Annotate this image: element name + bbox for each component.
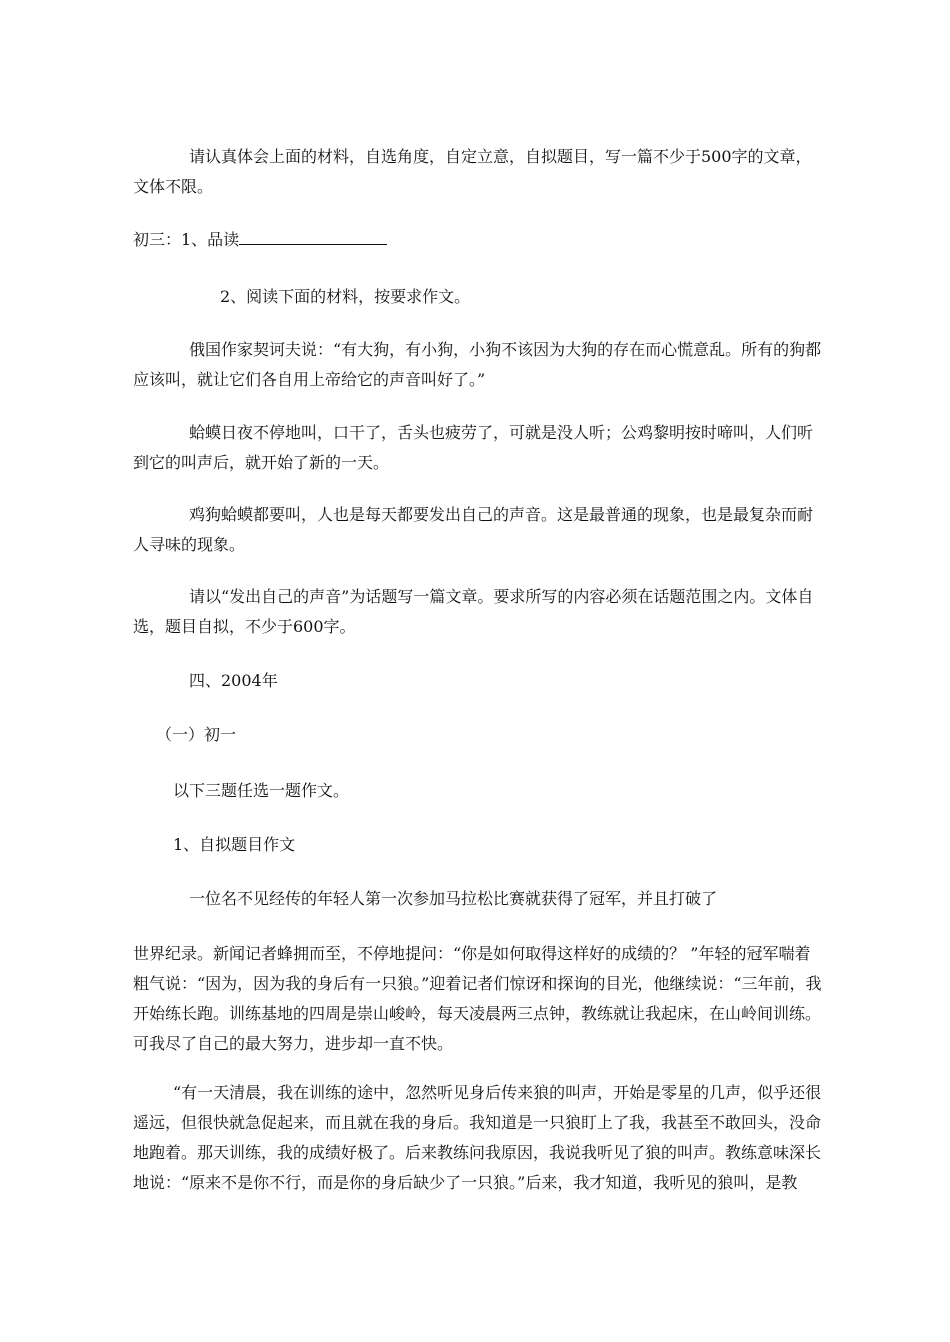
paragraph-marathon-interview: 世界纪录。新闻记者蜂拥而至，不停地提问：“你是如何取得这样好的成绩的？ ”年轻的冠军喘着粗气说：“因为，因为我的身后有一只狼。”迎着记者们惊讶和探询的目光，他继续说：“三年前，我开始练长跑。训练基地的四周是崇山峻岭，每天凌晨两三点钟，教练就让我起床，在山岭间训练。可我尽了自己的最大努力，进步却一直不快。 — [133, 944, 822, 1053]
paragraph-toad-rooster: 蛤蟆日夜不停地叫，口干了，舌头也疲劳了，可就是没人听；公鸡黎明按时啼叫，人们听到它的叫声后，就开始了新的一天。 — [133, 423, 814, 472]
paragraph-topic-requirement: 请以“发出自己的声音”为话题写一篇文章。要求所写的内容必须在话题范围之内。文体自选，题目自拟，不少于600字。 — [133, 587, 814, 636]
paragraph-grade-three-heading — [133, 225, 825, 255]
grade-three-prefix: 初三：1、品读 — [133, 230, 240, 249]
item-self-titled-essay: 1、自拟题目作文 — [173, 835, 296, 854]
paragraph-common-phenomenon: 鸡狗蛤蟆都要叫，人也是每天都要发出自己的声音。这是最普通的现象，也是最复杂而耐人寻味的现象。 — [133, 505, 814, 554]
paragraph-marathon-intro: 一位名不见经传的年轻人第一次参加马拉松比赛就获得了冠军，并且打破了 — [189, 889, 718, 908]
paragraph-chekhov-quote: 俄国作家契诃夫说：“有大狗，有小狗，小狗不该因为大狗的存在而心慌意乱。所有的狗都应该叫，就让它们各自用上帝给它的声音叫好了。” — [133, 340, 822, 389]
section-heading-2004: 四、2004年 — [189, 671, 278, 690]
paragraph-choose-one: 以下三题任选一题作文。 — [173, 781, 350, 800]
subsection-heading-grade-one: （一）初一 — [156, 725, 237, 744]
paragraph-wolf-story: “有一天清晨，我在训练的途中，忽然听见身后传来狼的叫声，开始是零星的几声，似乎还很遥远，但很快就急促起来，而且就在我的身后。我知道是一只狼盯上了我，我甚至不敢回头，没命地跑着。那天训练，我的成绩好极了。后来教练问我原因，我说我听见了狼的叫声。教练意味深长地说：“原来不是你不行，而是你的身后缺少了一只狼。”后来，我才知道，我听见的狼叫，是教 — [133, 1083, 822, 1192]
paragraph-essay-instruction: 请认真体会上面的材料，自选角度，自定立意，自拟题目，写一篇不少于500字的文章，文体不限。 — [133, 147, 812, 196]
paragraph-reading-prompt: 2、阅读下面的材料，按要求作文。 — [220, 287, 471, 306]
fill-in-blank-line — [239, 226, 387, 245]
